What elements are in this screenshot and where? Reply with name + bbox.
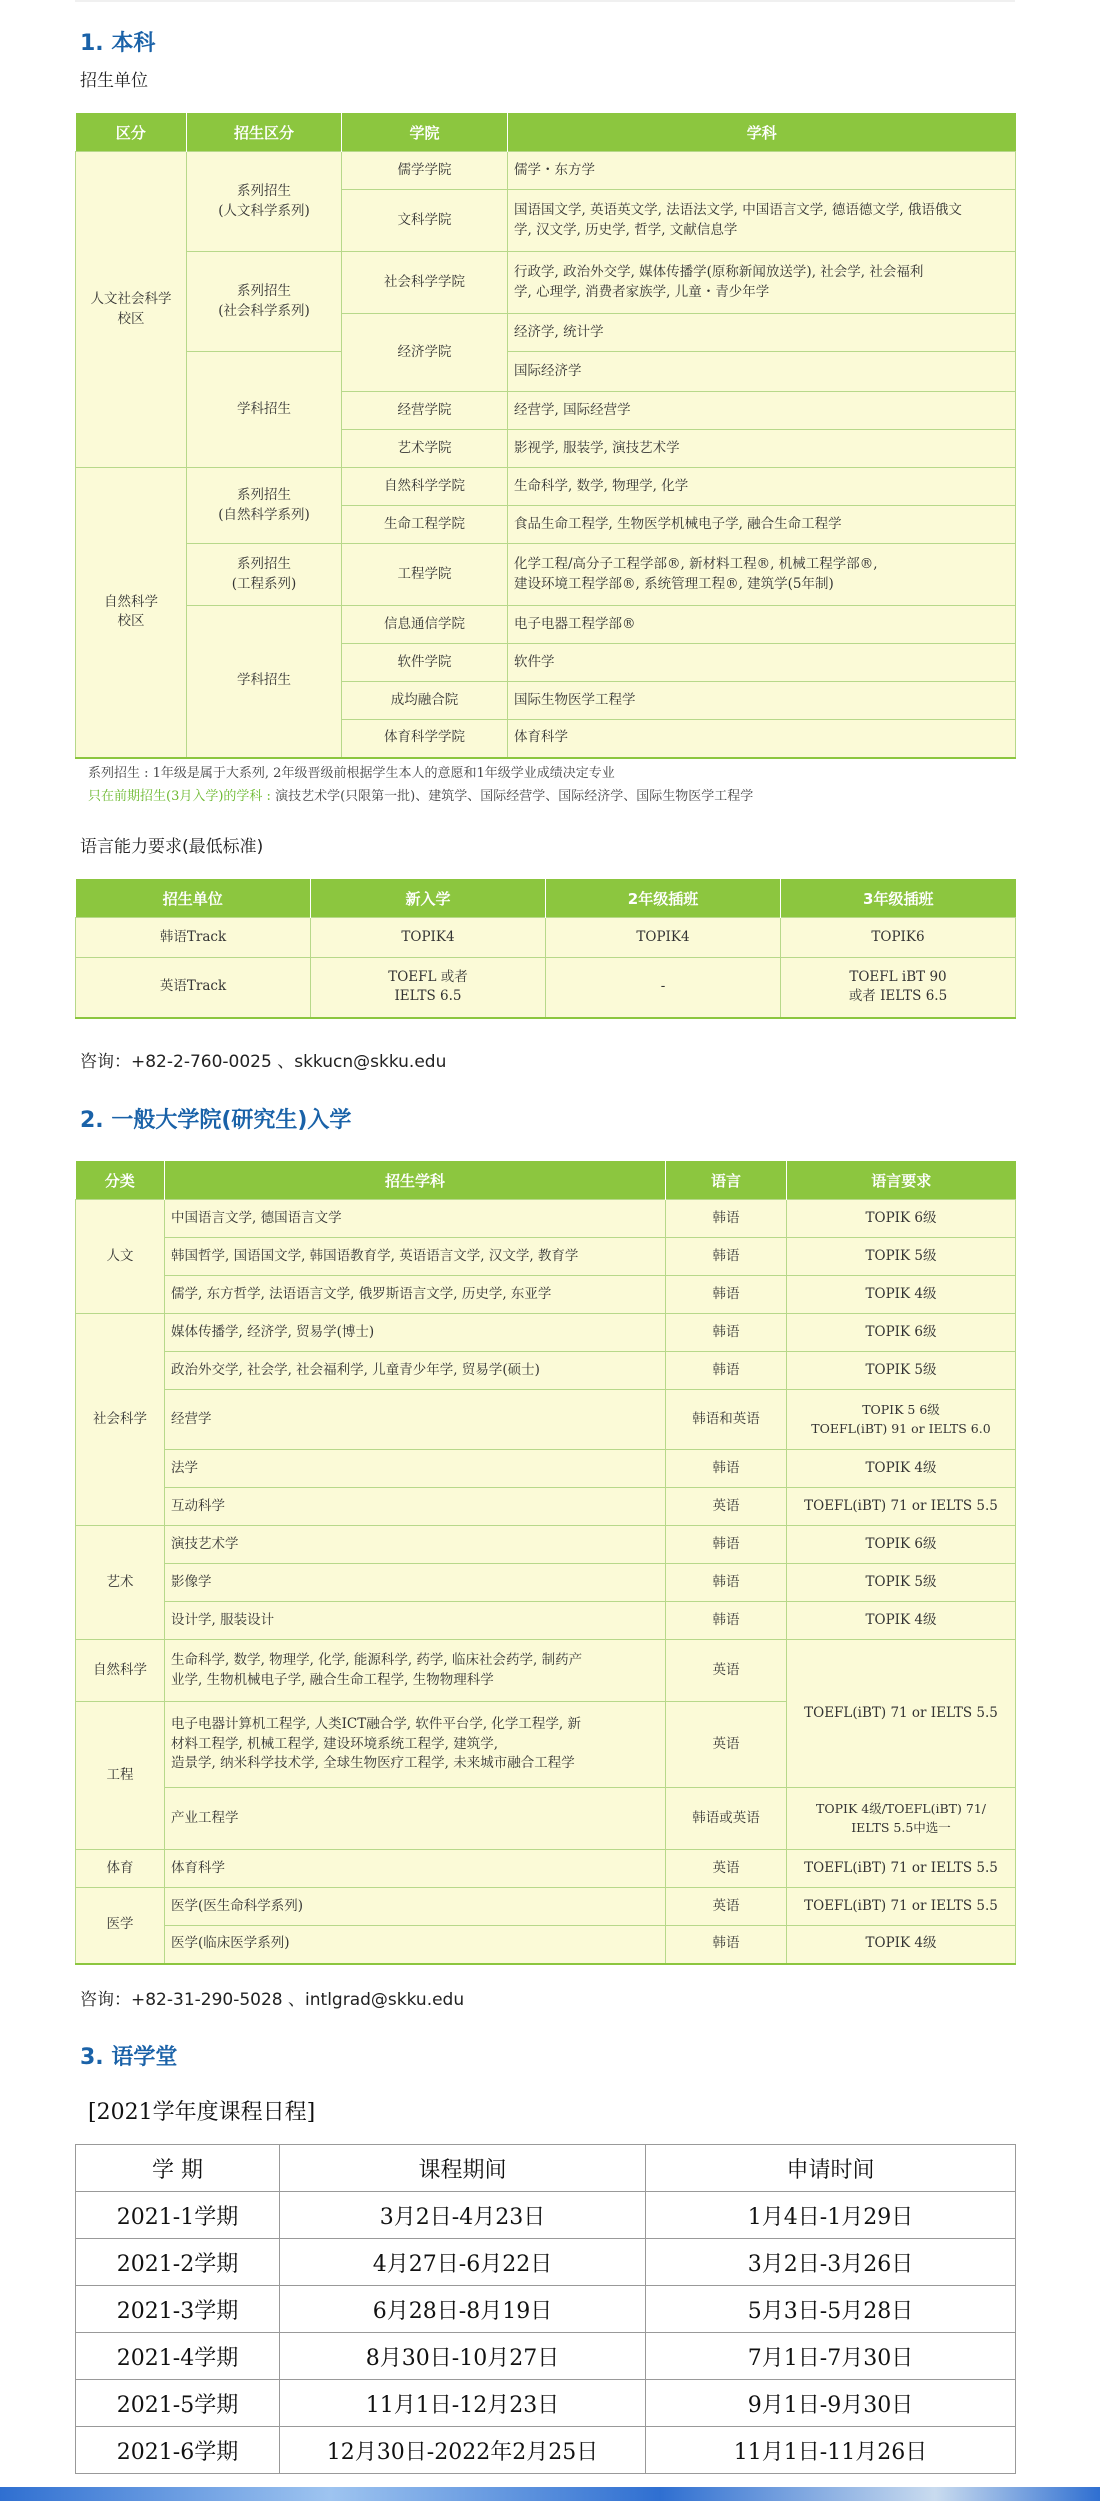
category-cell: 人文 — [76, 1200, 165, 1314]
recruit-type-cell: 系列招生 (人文科学系列) — [187, 152, 342, 252]
header-cell: 课程期间 — [280, 2145, 646, 2192]
requirement-cell: TOPIK 6级 — [787, 1526, 1016, 1564]
requirement-cell: TOPIK 6级 — [787, 1314, 1016, 1352]
note-early-only — [88, 785, 753, 804]
category-cell: 自然科学 — [76, 1640, 165, 1702]
language-cell: 英语 — [666, 1702, 787, 1788]
header-cell: 2年级插班 — [546, 879, 781, 918]
header-cell: 学 期 — [76, 2145, 280, 2192]
language-cell: 韩语 — [666, 1564, 787, 1602]
period-cell: 11月1日-12月23日 — [280, 2380, 646, 2427]
apply-cell: 5月3日-5月28日 — [646, 2286, 1016, 2333]
note-series-recruit: 系列招生 : 1年级是属于大系列, 2年级晋级前根据学生本人的意愿和1年级学业成绩决定专业 — [88, 766, 615, 781]
subjects-cell: 经营学, 国际经营学 — [508, 392, 1016, 430]
undergrad-units-table — [75, 113, 1016, 759]
requirement-cell: TOPIK 4级 — [787, 1602, 1016, 1640]
requirement-cell: TOPIK 5级 — [787, 1352, 1016, 1390]
note-early-only-label: 只在前期招生(3月入学)的学科 : — [88, 789, 271, 804]
header-cell: 招生区分 — [187, 113, 342, 152]
apply-cell: 3月2日-3月26日 — [646, 2239, 1016, 2286]
apply-cell: 1月4日-1月29日 — [646, 2192, 1016, 2239]
term-cell: 2021-2学期 — [76, 2239, 280, 2286]
track-cell: 英语Track — [76, 958, 311, 1018]
period-cell: 12月30日-2022年2月25日 — [280, 2427, 646, 2474]
language-cell: 英语 — [666, 1488, 787, 1526]
college-cell: 体育科学学院 — [342, 720, 508, 758]
subject-cell: 体育科学 — [165, 1850, 666, 1888]
period-cell: 3月2日-4月23日 — [280, 2192, 646, 2239]
req-cell: TOEFL 或者 IELTS 6.5 — [311, 958, 546, 1018]
table-row — [76, 2286, 1016, 2333]
table-row — [76, 2380, 1016, 2427]
language-cell: 韩语 — [666, 1450, 787, 1488]
section1-unit-heading: 招生单位 — [80, 71, 148, 91]
requirement-cell: TOPIK 5级 — [787, 1564, 1016, 1602]
language-cell: 韩语 — [666, 1238, 787, 1276]
requirement-cell: TOEFL(iBT) 71 or IELTS 5.5 — [787, 1488, 1016, 1526]
subject-cell: 演技艺术学 — [165, 1526, 666, 1564]
table-row — [76, 2239, 1016, 2286]
requirement-cell: TOPIK 4级/TOEFL(iBT) 71/ IELTS 5.5中选一 — [787, 1788, 1016, 1850]
header-cell: 新入学 — [311, 879, 546, 918]
language-school-schedule-table — [75, 2144, 1016, 2474]
subjects-cell: 国际生物医学工程学 — [508, 682, 1016, 720]
language-cell: 英语 — [666, 1888, 787, 1926]
subjects-cell: 国际经济学 — [508, 352, 1016, 392]
apply-cell: 11月1日-11月26日 — [646, 2427, 1016, 2474]
apply-cell: 9月1日-9月30日 — [646, 2380, 1016, 2427]
requirement-cell: TOPIK 4级 — [787, 1450, 1016, 1488]
subject-cell: 设计学, 服装设计 — [165, 1602, 666, 1640]
language-cell: 韩语 — [666, 1276, 787, 1314]
college-cell: 生命工程学院 — [342, 506, 508, 544]
subjects-cell: 儒学・东方学 — [508, 152, 1016, 190]
apply-cell: 7月1日-7月30日 — [646, 2333, 1016, 2380]
subject-cell: 中国语言文学, 德国语言文学 — [165, 1200, 666, 1238]
req-cell: TOPIK6 — [781, 918, 1016, 958]
subject-cell: 媒体传播学, 经济学, 贸易学(博士) — [165, 1314, 666, 1352]
requirement-cell: TOPIK 4级 — [787, 1926, 1016, 1964]
recruit-type-cell: 学科招生 — [187, 352, 342, 468]
requirement-cell: TOPIK 6级 — [787, 1200, 1016, 1238]
subjects-cell: 电子电器工程学部® — [508, 606, 1016, 644]
term-cell: 2021-4学期 — [76, 2333, 280, 2380]
undergrad-contact: 咨询：+82-2-760-0025 、skkucn@skku.edu — [80, 1052, 447, 1072]
category-cell: 艺术 — [76, 1526, 165, 1640]
table-row — [76, 2192, 1016, 2239]
header-cell: 学科 — [508, 113, 1016, 152]
subject-cell: 产业工程学 — [165, 1788, 666, 1850]
requirement-cell: TOPIK 4级 — [787, 1276, 1016, 1314]
subjects-cell: 影视学, 服装学, 演技艺术学 — [508, 430, 1016, 468]
period-cell: 8月30日-10月27日 — [280, 2333, 646, 2380]
table-row — [76, 2333, 1016, 2380]
language-cell: 英语 — [666, 1640, 787, 1702]
requirement-cell: TOEFL(iBT) 71 or IELTS 5.5 — [787, 1888, 1016, 1926]
req-cell: TOPIK4 — [311, 918, 546, 958]
section3-title: 3. 语学堂 — [80, 2045, 178, 2070]
undergrad-language-table — [75, 879, 1016, 1019]
subjects-cell: 行政学, 政治外交学, 媒体传播学(原称新闻放送学), 社会学, 社会福利 学, 心理学, 消费者家族学, 儿童・青少年学 — [508, 252, 1016, 314]
table-row — [76, 2427, 1016, 2474]
period-cell: 4月27日-6月22日 — [280, 2239, 646, 2286]
requirement-cell: TOEFL(iBT) 71 or IELTS 5.5 — [787, 1850, 1016, 1888]
header-cell: 区分 — [76, 113, 187, 152]
subjects-cell: 生命科学, 数学, 物理学, 化学 — [508, 468, 1016, 506]
bottom-decor-bar — [0, 2487, 1100, 2501]
requirement-cell: TOEFL(iBT) 71 or IELTS 5.5 — [787, 1640, 1016, 1788]
subject-cell: 互动科学 — [165, 1488, 666, 1526]
college-cell: 经营学院 — [342, 392, 508, 430]
header-cell: 分类 — [76, 1161, 165, 1200]
language-cell: 韩语 — [666, 1200, 787, 1238]
subjects-cell: 食品生命工程学, 生物医学机械电子学, 融合生命工程学 — [508, 506, 1016, 544]
college-cell: 艺术学院 — [342, 430, 508, 468]
language-cell: 韩语和英语 — [666, 1390, 787, 1450]
language-cell: 韩语 — [666, 1602, 787, 1640]
recruit-type-cell: 系列招生 (工程系列) — [187, 544, 342, 606]
college-cell: 工程学院 — [342, 544, 508, 606]
language-cell: 韩语 — [666, 1526, 787, 1564]
language-cell: 韩语 — [666, 1314, 787, 1352]
header-cell: 申请时间 — [646, 2145, 1016, 2192]
track-cell: 韩语Track — [76, 918, 311, 958]
subject-cell: 影像学 — [165, 1564, 666, 1602]
college-cell: 信息通信学院 — [342, 606, 508, 644]
header-cell: 语言要求 — [787, 1161, 1016, 1200]
requirement-cell: TOPIK 5级 — [787, 1238, 1016, 1276]
subjects-cell: 化学工程/高分子工程学部®, 新材料工程®, 机械工程学部®, 建设环境工程学部®, 系统管理工程®, 建筑学(5年制) — [508, 544, 1016, 606]
top-divider — [75, 0, 1015, 2]
subject-cell: 医学(临床医学系列) — [165, 1926, 666, 1964]
req-cell: TOEFL iBT 90 或者 IELTS 6.5 — [781, 958, 1016, 1018]
college-cell: 自然科学学院 — [342, 468, 508, 506]
subject-cell: 政治外交学, 社会学, 社会福利学, 儿童青少年学, 贸易学(硕士) — [165, 1352, 666, 1390]
category-cell: 体育 — [76, 1850, 165, 1888]
college-cell: 儒学学院 — [342, 152, 508, 190]
category-cell: 工程 — [76, 1702, 165, 1850]
language-cell: 英语 — [666, 1850, 787, 1888]
header-cell: 语言 — [666, 1161, 787, 1200]
subjects-cell: 经济学, 统计学 — [508, 314, 1016, 352]
term-cell: 2021-3学期 — [76, 2286, 280, 2333]
college-cell: 经济学院 — [342, 314, 508, 392]
college-cell: 成均融合院 — [342, 682, 508, 720]
term-cell: 2021-6学期 — [76, 2427, 280, 2474]
header-cell: 招生学科 — [165, 1161, 666, 1200]
language-cell: 韩语 — [666, 1352, 787, 1390]
category-cell: 社会科学 — [76, 1314, 165, 1526]
period-cell: 6月28日-8月19日 — [280, 2286, 646, 2333]
section1-title: 1. 本科 — [80, 31, 156, 56]
subject-cell: 医学(医生命科学系列) — [165, 1888, 666, 1926]
language-requirement-heading: 语言能力要求(最低标准) — [80, 837, 264, 857]
college-cell: 软件学院 — [342, 644, 508, 682]
language-cell: 韩语或英语 — [666, 1788, 787, 1850]
requirement-cell: TOPIK 5 6级 TOEFL(iBT) 91 or IELTS 6.0 — [787, 1390, 1016, 1450]
subject-cell: 经营学 — [165, 1390, 666, 1450]
header-cell: 3年级插班 — [781, 879, 1016, 918]
language-cell: 韩语 — [666, 1926, 787, 1964]
subjects-cell: 国语国文学, 英语英文学, 法语法文学, 中国语言文学, 德语德文学, 俄语俄文 学, 汉文学, 历史学, 哲学, 文献信息学 — [508, 190, 1016, 252]
recruit-type-cell: 学科招生 — [187, 606, 342, 758]
schedule-title: [2021学年度课程日程] — [88, 2100, 316, 2125]
note-early-only-text: 演技艺术学(只限第一批)、建筑学、国际经营学、国际经济学、国际生物医学工程学 — [275, 789, 754, 804]
graduate-contact: 咨询：+82-31-290-5028 、intlgrad@skku.edu — [80, 1990, 465, 2010]
college-cell: 社会科学学院 — [342, 252, 508, 314]
subject-cell: 法学 — [165, 1450, 666, 1488]
graduate-table — [75, 1161, 1016, 1965]
header-cell: 招生单位 — [76, 879, 311, 918]
college-cell: 文科学院 — [342, 190, 508, 252]
recruit-type-cell: 系列招生 (社会科学系列) — [187, 252, 342, 352]
subject-cell: 韩国哲学, 国语国文学, 韩国语教育学, 英语语言文学, 汉文学, 教育学 — [165, 1238, 666, 1276]
header-cell: 学院 — [342, 113, 508, 152]
term-cell: 2021-5学期 — [76, 2380, 280, 2427]
subjects-cell: 体育科学 — [508, 720, 1016, 758]
subject-cell: 儒学, 东方哲学, 法语语言文学, 俄罗斯语言文学, 历史学, 东亚学 — [165, 1276, 666, 1314]
term-cell: 2021-1学期 — [76, 2192, 280, 2239]
subjects-cell: 软件学 — [508, 644, 1016, 682]
recruit-type-cell: 系列招生 (自然科学系列) — [187, 468, 342, 544]
req-cell: - — [546, 958, 781, 1018]
subject-cell: 生命科学, 数学, 物理学, 化学, 能源科学, 药学, 临床社会药学, 制药产 业学, 生物机械电子学, 融合生命工程学, 生物物理科学 — [165, 1640, 666, 1702]
area-cell: 自然科学 校区 — [76, 468, 187, 758]
category-cell: 医学 — [76, 1888, 165, 1964]
req-cell: TOPIK4 — [546, 918, 781, 958]
subject-cell: 电子电器计算机工程学, 人类ICT融合学, 软件平台学, 化学工程学, 新 材料工程学, 机械工程学, 建设环境系统工程学, 建筑学, 造景学, 纳米科学技术学, 全球生物医疗工程学, 未来城市融合工程学 — [165, 1702, 666, 1788]
area-cell: 人文社会科学 校区 — [76, 152, 187, 468]
section2-title: 2. 一般大学院(研究生)入学 — [80, 1108, 352, 1133]
